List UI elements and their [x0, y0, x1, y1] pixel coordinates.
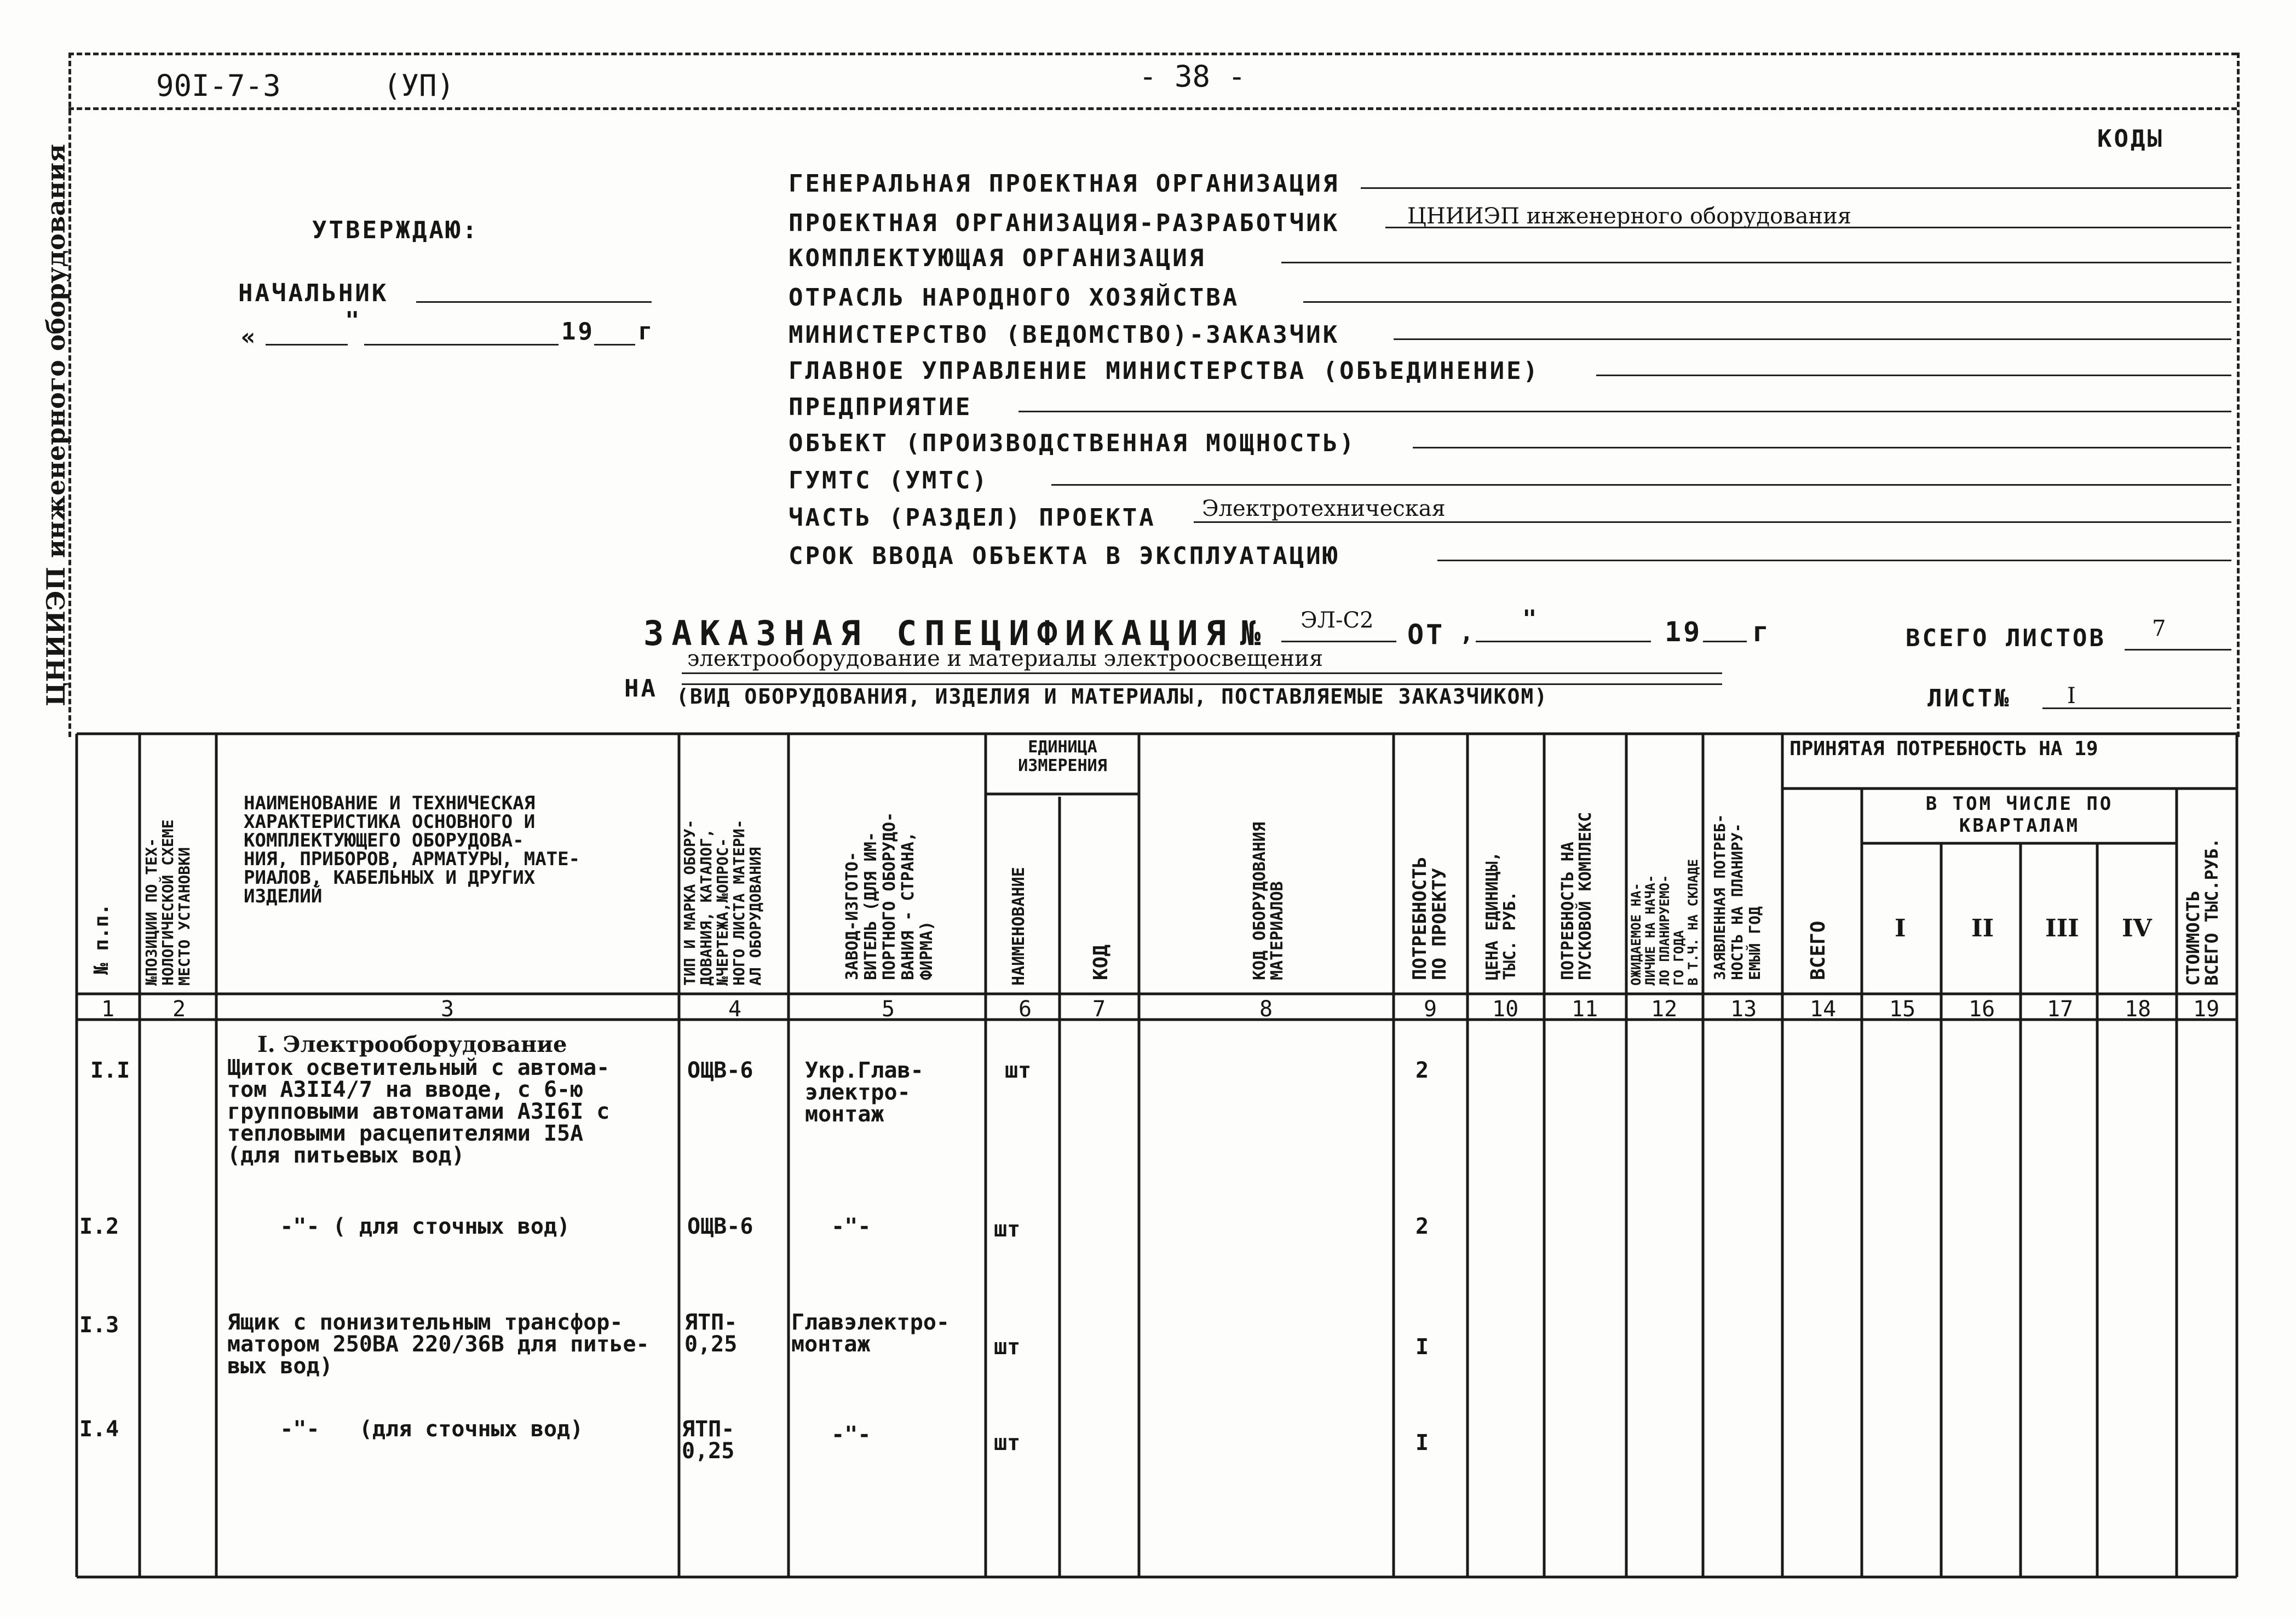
- col-header-3: НАИМЕНОВАНИЕ И ТЕХНИЧЕСКАЯ ХАРАКТЕРИСТИКА ОСНОВНОГО И КОМПЛЕКТУЮЩЕГО ОБОРУДОВА- НИЯ, ПРИБОРОВ, АРМАТУРЫ, МАТЕ- РИАЛОВ, КАБЕЛЬНЫХ И ДРУГИХ ИЗДЕЛИЙ: [244, 792, 580, 907]
- quarters-group-header: В ТОМ ЧИСЛЕ ПО КВАРТАЛАМ: [1925, 793, 2114, 837]
- sheet-value: I: [2067, 683, 2076, 709]
- field-part-label: ЧАСТЬ (РАЗДЕЛ) ПРОЕКТА: [789, 504, 1156, 532]
- col-number: 2: [172, 997, 186, 1022]
- row-type: ЯТП- 0,25: [682, 1417, 735, 1464]
- row-type: ОЩВ-6: [687, 1058, 753, 1083]
- chief-label: НАЧАЛЬНИК: [238, 279, 389, 307]
- field-object-label: ОБЪЕКТ (ПРОИЗВОДСТВЕННАЯ МОЩНОСТЬ): [789, 429, 1356, 457]
- col-header-5: ЗАВОД-ИЗГОТО- ВИТЕЛЬ (ДЛЯ ИМ- ПОРТНОГО ОБОРУДО- ВАНИЯ - СТРАНА, ФИРМА): [843, 812, 936, 980]
- row-number: I.I: [90, 1058, 130, 1083]
- unit-group-header: ЕДИНИЦА ИЗМЕРЕНИЯ: [1018, 738, 1107, 775]
- col-header-4: ТИП И МАРКА ОБОРУ- ДОВАНИЯ, КАТАЛОГ, №ЧЕРТЕЖА,№ОПРОС- НОГО ЛИСТА МАТЕРИ- АЛ ОБОРУДОВАНИЯ: [681, 819, 764, 986]
- col-header-10: ЦЕНА ЕДИНИЦЫ, ТЫС. РУБ.: [1483, 851, 1520, 980]
- spec-subject: электрооборудование и материалы электроосвещения: [687, 646, 1323, 671]
- col-header-2: №ПОЗИЦИИ ПО ТЕХ- НОЛОГИЧЕСКОЙ СХЕМЕ МЕСТО УСТАНОВКИ: [142, 819, 193, 986]
- col-header-9: ПОТРЕБНОСТЬ ПО ПРОЕКТУ: [1409, 856, 1451, 980]
- col-number: 11: [1572, 997, 1598, 1022]
- row-unit: шт: [994, 1430, 1021, 1455]
- col-header-13: ЗАЯВЛЕННАЯ ПОТРЕБ- НОСТЬ НА ПЛАНИРУ- ЕМЫЙ ГОД: [1711, 814, 1764, 980]
- row-qty: 2: [1415, 1214, 1429, 1239]
- doc-code: 90I-7-3: [156, 68, 281, 103]
- spec-title: ЗАКАЗНАЯ СПЕЦИФИКАЦИЯ: [643, 613, 1234, 653]
- spec-from: ОТ: [1407, 619, 1445, 651]
- row-qty: I: [1415, 1430, 1429, 1455]
- col-number: 4: [728, 997, 742, 1022]
- row-maker: -"-: [805, 1214, 871, 1239]
- col-number: 8: [1259, 997, 1273, 1022]
- col-header-6: НАИМЕНОВАНИЕ: [1009, 867, 1028, 986]
- field-deadline-label: СРОК ВВОДА ОБЪЕКТА В ЭКСПЛУАТАЦИЮ: [789, 542, 1340, 570]
- spec-comma: ,: [1459, 619, 1476, 647]
- row-number: I.4: [79, 1417, 119, 1442]
- field-design-org-value: ЦНИИЭП инженерного оборудования: [1407, 204, 1851, 229]
- col-number: 13: [1730, 997, 1757, 1022]
- col-header-1: № п.п.: [90, 903, 113, 975]
- col-header-15: I: [1895, 914, 1906, 942]
- page-number: - 38 -: [1139, 59, 1246, 94]
- row-name: -"- (для сточных вод): [227, 1417, 584, 1442]
- spec-number: ЭЛ-С2: [1301, 608, 1374, 633]
- col-number: 1: [101, 997, 115, 1022]
- col-number: 18: [2125, 997, 2151, 1022]
- col-header-14: ВСЕГО: [1807, 920, 1829, 980]
- spec-year-suffix: г: [1752, 616, 1771, 648]
- field-main-dept-label: ГЛАВНОЕ УПРАВЛЕНИЕ МИНИСТЕРСТВА (ОБЪЕДИНЕНИЕ): [789, 357, 1540, 385]
- row-qty: I: [1415, 1334, 1429, 1360]
- codes-label: КОДЫ: [2097, 125, 2164, 153]
- spec-year: 19: [1665, 616, 1702, 648]
- row-name: Щиток осветительный с автома- том АЗII4/7 на вводе, с 6-ю групповыми автоматами АЗI6I с тепловыми расцепителями I5А (для питьевых вод): [227, 1055, 610, 1168]
- field-part-value: Электротехническая: [1202, 496, 1446, 521]
- col-header-8: КОД ОБОРУДОВАНИЯ МАТЕРИАЛОВ: [1250, 822, 1287, 980]
- side-organization: ЦНИИЭП инженерного оборудования: [41, 143, 71, 706]
- total-sheets-label: ВСЕГО ЛИСТОВ: [1906, 624, 2106, 652]
- row-type: ЯТП- 0,25: [684, 1310, 738, 1357]
- col-number: 7: [1092, 997, 1106, 1022]
- row-maker: Главэлектро- монтаж: [791, 1310, 950, 1357]
- row-unit: шт: [1005, 1058, 1032, 1083]
- spec-na: НА: [624, 675, 658, 703]
- col-number: 15: [1889, 997, 1916, 1022]
- field-enterprise-label: ПРЕДПРИЯТИЕ: [789, 393, 973, 421]
- col-number: 12: [1651, 997, 1678, 1022]
- approve-label: УТВЕРЖДАЮ:: [312, 216, 479, 244]
- row-unit: шт: [994, 1334, 1021, 1360]
- row-name: Ящик с понизительным трансфор- матором 250ВА 220/36В для питье- вых вод): [227, 1310, 649, 1379]
- spec-no-label: №: [1240, 613, 1261, 653]
- date-open-quote: «: [241, 323, 258, 351]
- col-number: 5: [882, 997, 895, 1022]
- field-gumts-label: ГУМТС (УМТС): [789, 467, 989, 494]
- approval-year-suffix: г: [638, 318, 655, 346]
- spec-subject-hint: (ВИД ОБОРУДОВАНИЯ, ИЗДЕЛИЯ И МАТЕРИАЛЫ, ПОСТАВЛЯЕМЫЕ ЗАКАЗЧИКОМ): [676, 684, 1549, 709]
- col-number: 17: [2047, 997, 2074, 1022]
- accepted-group-header: ПРИНЯТАЯ ПОТРЕБНОСТЬ НА 19: [1789, 738, 2098, 760]
- row-number: I.2: [79, 1214, 119, 1239]
- col-header-11: ПОТРЕБНОСТЬ НА ПУСКОВОЙ КОМПЛЕКС: [1558, 812, 1595, 980]
- field-design-org-label: ПРОЕКТНАЯ ОРГАНИЗАЦИЯ-РАЗРАБОТЧИК: [789, 209, 1340, 237]
- field-general-org-label: ГЕНЕРАЛЬНАЯ ПРОЕКТНАЯ ОРГАНИЗАЦИЯ: [789, 170, 1340, 198]
- approval-year: 19: [561, 318, 595, 346]
- album-code: (УП): [383, 68, 455, 103]
- col-number: 19: [2193, 997, 2220, 1022]
- col-header-17: III: [2045, 914, 2079, 942]
- col-number: 6: [1018, 997, 1032, 1022]
- col-number: 16: [1969, 997, 1995, 1022]
- date-close-quote: ": [345, 307, 362, 335]
- col-number: 3: [441, 997, 454, 1022]
- col-header-16: II: [1971, 914, 1994, 942]
- field-ministry-label: МИНИСТЕРСТВО (ВЕДОМСТВО)-ЗАКАЗЧИК: [789, 321, 1340, 349]
- spec-quote: ": [1522, 605, 1539, 633]
- row-type: ОЩВ-6: [687, 1214, 753, 1239]
- row-maker: Укр.Глав- электро- монтаж: [805, 1058, 924, 1127]
- col-number: 9: [1424, 997, 1437, 1022]
- field-industry-label: ОТРАСЛЬ НАРОДНОГО ХОЗЯЙСТВА: [789, 284, 1240, 312]
- sheet-label: ЛИСТ№: [1927, 684, 2011, 712]
- col-number: 10: [1492, 997, 1519, 1022]
- field-supply-org-label: КОМПЛЕКТУЮЩАЯ ОРГАНИЗАЦИЯ: [789, 244, 1206, 272]
- col-header-12: ОЖИДАЕМОЕ НА- ЛИЧИЕ НА НАЧА- ЛО ПЛАНИРУЕМО- ГО ГОДА В Т.Ч. НА СКЛАДЕ: [1629, 859, 1701, 986]
- row-name: -"- ( для сточных вод): [227, 1214, 571, 1239]
- col-header-7: КОД: [1090, 944, 1112, 980]
- row-maker: -"-: [805, 1422, 871, 1447]
- row-qty: 2: [1415, 1058, 1429, 1083]
- col-header-18: IV: [2122, 914, 2152, 942]
- col-header-19: СТОИМОСТЬ ВСЕГО ТЫС.РУБ.: [2183, 838, 2222, 986]
- row-number: I.3: [79, 1313, 119, 1338]
- col-number: 14: [1810, 997, 1837, 1022]
- total-sheets-value: 7: [2152, 616, 2166, 641]
- section-title: I. Электрооборудование: [257, 1032, 567, 1057]
- row-unit: шт: [994, 1217, 1021, 1242]
